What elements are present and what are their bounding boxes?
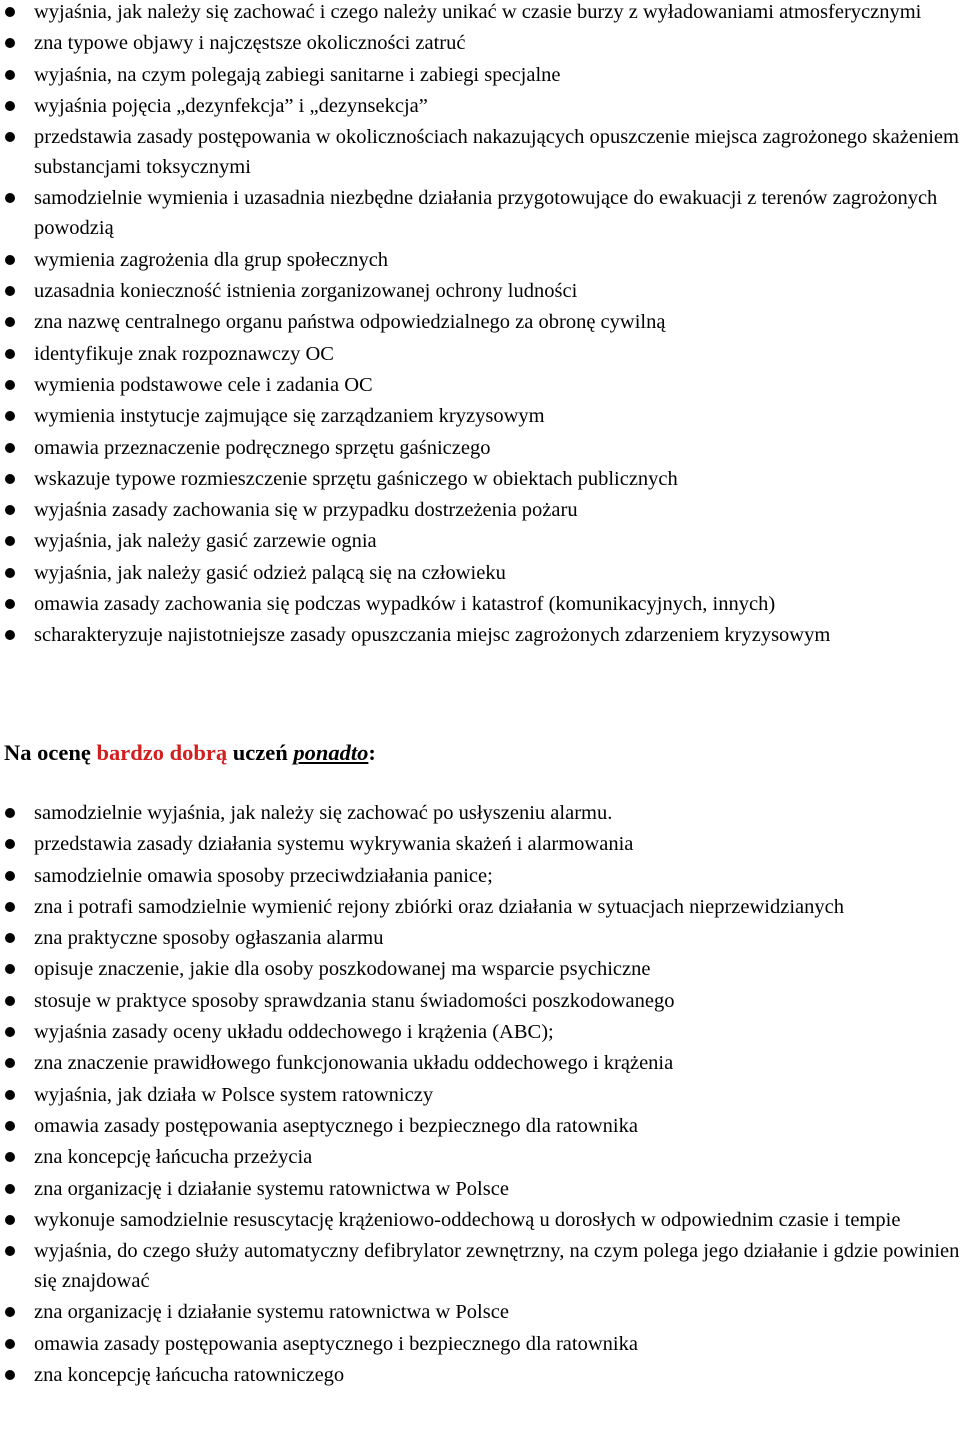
list-item: omawia zasady zachowania się podczas wypadków i katastrof (komunikacyjnych, innych) bbox=[0, 589, 960, 619]
list-item: wskazuje typowe rozmieszczenie sprzętu gaśniczego w obiektach publicznych bbox=[0, 464, 960, 494]
list-item: zna typowe objawy i najczęstsze okoliczności zatruć bbox=[0, 28, 960, 58]
list-item: omawia przeznaczenie podręcznego sprzętu gaśniczego bbox=[0, 433, 960, 463]
heading-middle: uczeń bbox=[232, 740, 288, 765]
list-item: zna organizację i działanie systemu ratownictwa w Polsce bbox=[0, 1297, 960, 1327]
list-item: wymienia zagrożenia dla grup społecznych bbox=[0, 245, 960, 275]
list-item: wyjaśnia, na czym polegają zabiegi sanitarne i zabiegi specjalne bbox=[0, 60, 960, 90]
heading-prefix: Na ocenę bbox=[4, 740, 91, 765]
list-item: uzasadnia konieczność istnienia zorganizowanej ochrony ludności bbox=[0, 276, 960, 306]
list-item: identyfikuje znak rozpoznawczy OC bbox=[0, 339, 960, 369]
list-item: wyjaśnia, jak działa w Polsce system ratowniczy bbox=[0, 1080, 960, 1110]
heading-suffix: : bbox=[368, 740, 376, 765]
list-item: wyjaśnia pojęcia „dezynfekcja” i „dezynsekcja” bbox=[0, 91, 960, 121]
list-item: wyjaśnia, jak należy się zachować i czego należy unikać w czasie burzy z wyładowaniami atmosferycznymi bbox=[0, 0, 960, 27]
list-item: samodzielnie omawia sposoby przeciwdziałania panice; bbox=[0, 861, 960, 891]
list-item: scharakteryzuje najistotniejsze zasady opuszczania miejsc zagrożonych zdarzeniem kryzysowym bbox=[0, 620, 960, 650]
list-item: zna koncepcję łańcucha ratowniczego bbox=[0, 1360, 960, 1390]
list-item: zna znaczenie prawidłowego funkcjonowania układu oddechowego i krążenia bbox=[0, 1048, 960, 1078]
list-item: zna koncepcję łańcucha przeżycia bbox=[0, 1142, 960, 1172]
list-item: stosuje w praktyce sposoby sprawdzania stanu świadomości poszkodowanego bbox=[0, 986, 960, 1016]
list-item: zna organizację i działanie systemu ratownictwa w Polsce bbox=[0, 1174, 960, 1204]
list-item: zna nazwę centralnego organu państwa odpowiedzialnego za obronę cywilną bbox=[0, 307, 960, 337]
grade-heading bbox=[4, 737, 376, 769]
list-item: wyjaśnia zasady oceny układu oddechowego i krążenia (ABC); bbox=[0, 1017, 960, 1047]
requirements-list-bottom bbox=[0, 798, 960, 1391]
list-item: przedstawia zasady postępowania w okolicznościach nakazujących opuszczenie miejsca zagrożonego skażeniem substancjami toksycznymi bbox=[0, 122, 960, 182]
list-item: opisuje znaczenie, jakie dla osoby poszkodowanej ma wsparcie psychiczne bbox=[0, 954, 960, 984]
list-item: samodzielnie wymienia i uzasadnia niezbędne działania przygotowujące do ewakuacji z terenów zagrożonych powodzią bbox=[0, 183, 960, 243]
list-item: wyjaśnia, jak należy gasić odzież palącą się na człowieku bbox=[0, 558, 960, 588]
list-item: wymienia podstawowe cele i zadania OC bbox=[0, 370, 960, 400]
list-item: omawia zasady postępowania aseptycznego i bezpiecznego dla ratownika bbox=[0, 1111, 960, 1141]
list-item: przedstawia zasady działania systemu wykrywania skażeń i alarmowania bbox=[0, 829, 960, 859]
requirements-list-top bbox=[0, 0, 960, 652]
list-item: zna praktyczne sposoby ogłaszania alarmu bbox=[0, 923, 960, 953]
list-item: wyjaśnia, do czego służy automatyczny defibrylator zewnętrzny, na czym polega jego działanie i gdzie powinien się znajdować bbox=[0, 1236, 960, 1296]
grade-name: bardzo dobrą bbox=[96, 740, 228, 765]
heading-extra: ponadto bbox=[293, 740, 369, 765]
list-item: wyjaśnia zasady zachowania się w przypadku dostrzeżenia pożaru bbox=[0, 495, 960, 525]
list-item: zna i potrafi samodzielnie wymienić rejony zbiórki oraz działania w sytuacjach nieprzewidzianych bbox=[0, 892, 960, 922]
list-item: wyjaśnia, jak należy gasić zarzewie ognia bbox=[0, 526, 960, 556]
list-item: omawia zasady postępowania aseptycznego i bezpiecznego dla ratownika bbox=[0, 1329, 960, 1359]
list-item: samodzielnie wyjaśnia, jak należy się zachować po usłyszeniu alarmu. bbox=[0, 798, 960, 828]
list-item: wykonuje samodzielnie resuscytację krążeniowo-oddechową u dorosłych w odpowiednim czasie i tempie bbox=[0, 1205, 960, 1235]
list-item: wymienia instytucje zajmujące się zarządzaniem kryzysowym bbox=[0, 401, 960, 431]
